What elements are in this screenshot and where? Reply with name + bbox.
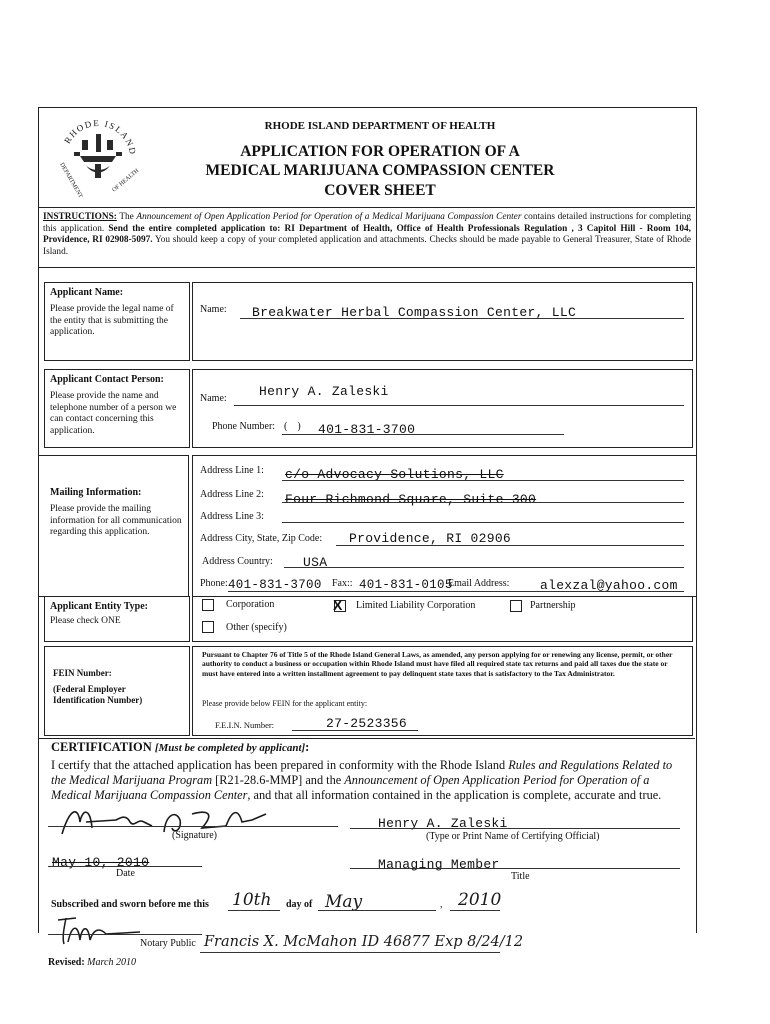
seal-text-left: DEPARTMENT [58, 162, 84, 200]
mailing-phone-label: Phone: [200, 578, 228, 589]
other-label: Other (specify) [226, 622, 287, 633]
country-label: Address Country: [202, 556, 273, 567]
instructions-label: INSTRUCTIONS: [43, 212, 117, 222]
contact-phone-value[interactable]: 401-831-3700 [318, 422, 416, 437]
title-value[interactable]: Managing Member [378, 857, 500, 872]
underline [228, 591, 684, 592]
addr3-label: Address Line 3: [200, 511, 264, 522]
underline [292, 730, 418, 731]
other-checkbox[interactable] [202, 621, 214, 633]
applicant-name-heading: Applicant Name: [50, 287, 124, 298]
signature-label: (Signature) [172, 830, 217, 841]
fein-heading: FEIN Number: [53, 668, 112, 678]
contact-name-label: Name: [200, 393, 227, 404]
certification-heading-line: CERTIFICATION [Must be completed by applicant]: [51, 740, 310, 754]
underline [350, 828, 680, 829]
sworn-label: Subscribed and sworn before me this [51, 899, 209, 910]
title-label: Title [511, 871, 530, 882]
contact-name-value[interactable]: Henry A. Zaleski [259, 384, 389, 399]
name-label: Name: [200, 304, 227, 315]
seal-icon [52, 112, 144, 204]
contact-heading: Applicant Contact Person: [50, 374, 164, 385]
notary-signature-icon [54, 914, 144, 948]
certification-heading: CERTIFICATION [51, 740, 152, 754]
comma: , [440, 899, 443, 910]
print-name-value[interactable]: Henry A. Zaleski [378, 816, 508, 831]
mailing-phone-value[interactable]: 401-831-3700 [228, 578, 322, 592]
addr2-label: Address Line 2: [200, 489, 264, 500]
llc-label: Limited Liability Corporation [356, 600, 476, 611]
contact-help: Please provide the name and telephone number of a person we can contact concerning this application. [50, 391, 177, 436]
underline [240, 318, 684, 319]
underline [200, 952, 500, 953]
email-label: Email Address: [448, 578, 510, 589]
entity-help: Please check ONE [50, 616, 121, 626]
contact-field-box [192, 369, 693, 448]
city-value[interactable]: Providence, RI 02906 [349, 531, 512, 546]
partnership-checkbox[interactable] [510, 600, 522, 612]
notary-signature-line [48, 934, 202, 935]
sworn-month[interactable]: May [325, 892, 363, 912]
sworn-year[interactable]: 2010 [458, 890, 502, 910]
underline [350, 868, 680, 869]
revised [48, 957, 136, 968]
applicant-name-help: Please provide the legal name of the entity that is submitting the application. [50, 304, 174, 337]
applicant-name-field-box [192, 282, 693, 361]
title-line-1: APPLICATION FOR OPERATION OF A [240, 143, 520, 160]
title-line-2: MEDICAL MARIJUANA COMPASSION CENTER [205, 162, 555, 179]
underline [336, 545, 684, 546]
underline [282, 434, 564, 435]
country-value[interactable]: USA [303, 555, 328, 570]
seal-text-top: RHODE ISLAND [62, 117, 139, 157]
underline [234, 405, 684, 406]
mailing-help: Please provide the mailing information for all communication regarding this application. [50, 504, 182, 537]
state-seal [52, 112, 144, 204]
seal-text-right: OF HEALTH [111, 167, 141, 194]
revised-value: March 2010 [87, 957, 136, 968]
fein-sub: (Federal Employer Identification Number) [53, 684, 143, 705]
signature-line [48, 826, 338, 827]
addr3-field[interactable] [282, 522, 684, 523]
sworn-day[interactable]: 10th [232, 890, 272, 910]
certification-text: I certify that the attached application has been prepared in conformity with the Rhode Island Rules and Regulations Related to the Medical Marijuana Program [R21-28.6-MMP] and the Announcement of Open Application Period for Operation of a Medical Marijuana Compassion Center, and that all information contained in the application is complete, accurate and true. [51, 758, 673, 802]
underline [282, 480, 684, 481]
underline [450, 910, 500, 911]
rule [38, 267, 695, 268]
notary-label: Notary Public [140, 938, 196, 949]
llc-check-mark: X [333, 597, 343, 613]
signature-mark[interactable] [56, 800, 286, 840]
addr2-value[interactable]: Four Richmond Square, Suite 300 [285, 492, 537, 507]
underline [282, 502, 684, 503]
date-label: Date [116, 868, 135, 879]
notary-value[interactable]: Francis X. McMahon ID 46877 Exp 8/24/12 [204, 934, 524, 950]
applicant-name-value[interactable]: Breakwater Herbal Compassion Center, LLC [252, 305, 577, 320]
llc-checkbox[interactable] [333, 597, 346, 613]
date-value[interactable]: May 10, 2010 [52, 855, 150, 870]
underline [228, 910, 280, 911]
underline [48, 866, 202, 867]
city-label: Address City, State, Zip Code: [200, 533, 323, 544]
print-name-label: (Type or Print Name of Certifying Official) [426, 831, 600, 842]
department-name: RHODE ISLAND DEPARTMENT OF HEALTH [264, 120, 496, 132]
title-line-3: COVER SHEET [324, 182, 436, 199]
fein-provide: Please provide below FEIN for the applicant entity: [202, 699, 368, 708]
corporation-checkbox[interactable] [202, 599, 214, 611]
fax-value[interactable]: 401-831-0105 [359, 578, 453, 592]
notary-signature-mark[interactable] [54, 914, 144, 948]
entity-heading: Applicant Entity Type: [50, 601, 148, 612]
handwritten-signature-icon [56, 800, 286, 840]
fein-value[interactable]: 27-2523356 [326, 716, 408, 731]
addr1-label: Address Line 1: [200, 465, 264, 476]
underline [318, 910, 436, 911]
form-title [150, 142, 610, 200]
addr1-value[interactable]: c/o Advocacy Solutions, LLC [285, 467, 504, 482]
fein-pursuant: Pursuant to Chapter 76 of Title 5 of the Rhode Island General Laws, as amended, any person applying for or renewing any license, permit, or other authority to conduct a business or occupation within Rhode Island must have filed all required state tax returns and paid all taxes due the state or must have entered into a written installment agreement to pay delinquent state taxes that is satisfactory to the Tax Administrator. [202, 650, 673, 678]
revised-label: Revised: [48, 957, 85, 968]
fein-label: F.E.I.N. Number: [215, 720, 275, 730]
rule [38, 738, 695, 739]
mailing-heading: Mailing Information: [50, 487, 142, 498]
rule [38, 207, 695, 208]
instructions: INSTRUCTIONS: The Announcement of Open Application Period for Operation of a Medical Marijuana Compassion Center contains detailed instructions for completing this application. Send the entire completed application to: RI Department of Health, Office of Health Professionals Regulation , 3 Capitol Hill - Room 104, Providence, RI 02908-5097. You should keep a copy of your completed application and attachments. Checks should be made payable to General Treasurer, State of Rhode Island. [43, 212, 691, 257]
day-of-label: day of [286, 899, 313, 910]
underline [284, 567, 684, 568]
certification-note: [Must be completed by applicant] [154, 742, 306, 754]
fax-label: Fax:: [332, 578, 353, 589]
contact-phone-prefix: ( ) [284, 421, 301, 432]
contact-phone-label: Phone Number: [212, 421, 276, 432]
email-value[interactable]: alexzal@yahoo.com [540, 578, 678, 593]
corporation-label: Corporation [226, 599, 275, 610]
partnership-label: Partnership [530, 600, 576, 611]
